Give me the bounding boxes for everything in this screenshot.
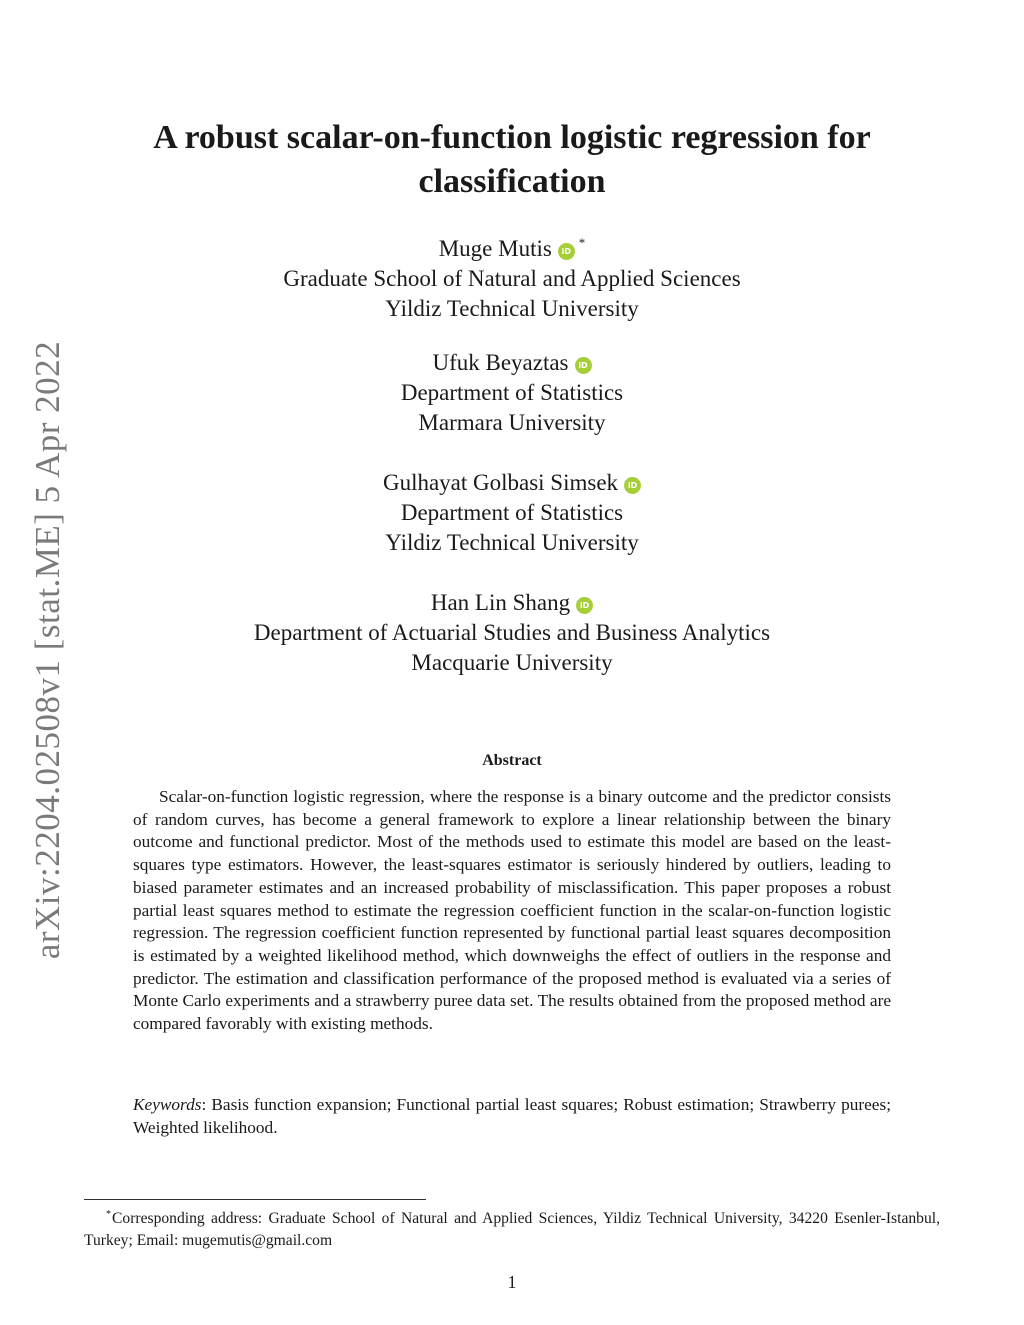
author-institution: Yildiz Technical University bbox=[385, 296, 639, 321]
keywords-text: : Basis function expansion; Functional partial least squares; Robust estimation; Strawberry purees; Weighted likelihood. bbox=[133, 1095, 891, 1137]
footnote-divider bbox=[84, 1199, 426, 1200]
corresponding-author-mark: * bbox=[578, 235, 586, 250]
author-name: Gulhayat Golbasi Simsek bbox=[382, 470, 619, 495]
author-affiliation: Graduate School of Natural and Applied Sciences bbox=[283, 266, 741, 291]
author-affiliation: Department of Statistics bbox=[400, 380, 624, 405]
abstract-heading: Abstract bbox=[482, 752, 542, 769]
author-block bbox=[150, 468, 874, 558]
footnote bbox=[84, 1204, 940, 1252]
keywords-label: Keywords bbox=[133, 1095, 202, 1114]
keywords bbox=[133, 1094, 891, 1139]
author-affiliation: Department of Statistics bbox=[400, 500, 624, 525]
author-name-line bbox=[150, 228, 874, 264]
author-block bbox=[150, 588, 874, 678]
author-name-line bbox=[150, 468, 874, 498]
orcid-icon[interactable]: iD bbox=[576, 597, 593, 614]
author-name: Muge Mutis bbox=[438, 236, 552, 261]
author-affiliation: Department of Actuarial Studies and Business Analytics bbox=[253, 620, 771, 645]
footnote-mark: * bbox=[106, 1209, 111, 1220]
author-block bbox=[150, 228, 874, 324]
orcid-icon[interactable]: iD bbox=[558, 243, 575, 260]
orcid-icon[interactable]: iD bbox=[624, 477, 641, 494]
author-name: Ufuk Beyaztas bbox=[432, 350, 569, 375]
page-number: 1 bbox=[507, 1272, 517, 1292]
author-name: Han Lin Shang bbox=[430, 590, 571, 615]
orcid-icon[interactable]: iD bbox=[575, 357, 592, 374]
author-name-line bbox=[150, 588, 874, 618]
author-institution: Macquarie University bbox=[411, 650, 613, 675]
paper-title: A robust scalar-on-function logistic regression for classification bbox=[153, 119, 871, 200]
author-block bbox=[150, 348, 874, 438]
footnote-text: Corresponding address: Graduate School of Natural and Applied Sciences, Yildiz Technical University, 34220 Esenler-Istanbul, Turkey; Email: mugemutis@gmail.com bbox=[84, 1210, 940, 1249]
author-institution: Yildiz Technical University bbox=[385, 530, 639, 555]
author-name-line bbox=[150, 348, 874, 378]
author-institution: Marmara University bbox=[418, 410, 606, 435]
abstract-text: Scalar-on-function logistic regression, where the response is a binary outcome and the predictor consists of random curves, has become a general framework to explore a linear relationship between the binary outcome and functional predictor. Most of the methods used to estimate this model are based on the least-squares type estimators. However, the least-squares estimator is seriously hindered by outliers, leading to biased parameter estimates and an increased probability of misclassification. This paper proposes a robust partial least squares method to estimate the regression coefficient function in the scalar-on-function logistic regression. The regression coefficient function represented by functional partial least squares decomposition is estimated by a weighted likelihood method, which downweighs the effect of outliers in the response and predictor. The estimation and classification performance of the proposed method is evaluated via a series of Monte Carlo experiments and a strawberry puree data set. The results obtained from the proposed method are compared favorably with existing methods. bbox=[133, 787, 891, 1034]
arxiv-identifier-stamp: arXiv:2204.02508v1 [stat.ME] 5 Apr 2022 bbox=[28, 340, 67, 960]
